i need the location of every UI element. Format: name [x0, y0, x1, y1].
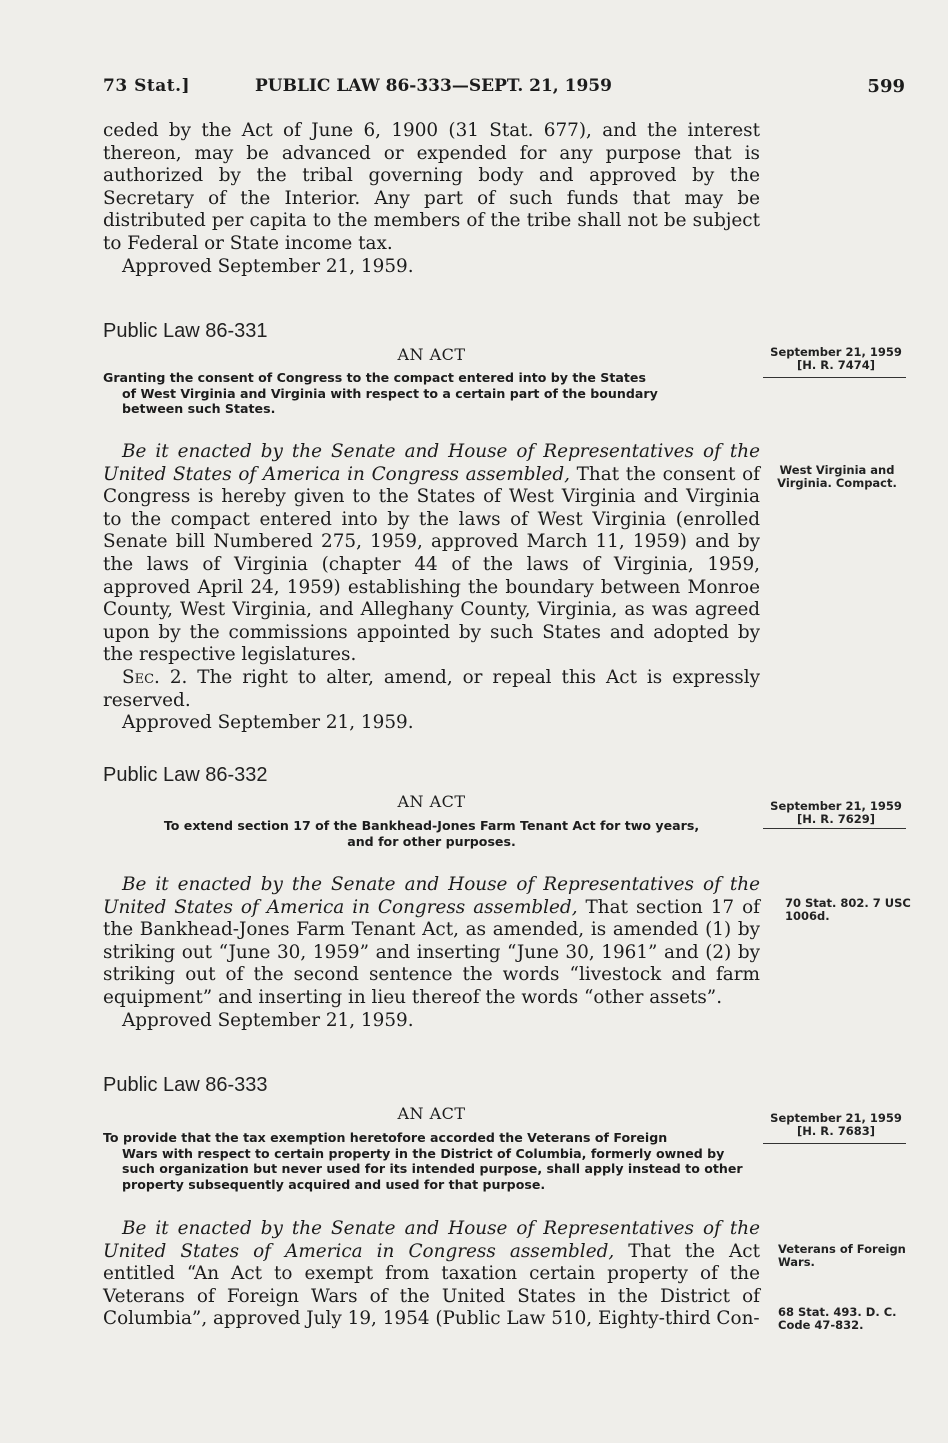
enacting-clause: [103, 874, 760, 1010]
section-label: Sec. 2.: [122, 666, 188, 688]
section-2: [103, 667, 760, 712]
purpose-line: To extend section 17 of the Bankhead-Jones Farm Tenant Act for two years,: [163, 818, 700, 833]
law-title: Public Law 86-332: [103, 764, 268, 786]
page-number: 599: [867, 76, 905, 97]
margin-rule: [763, 828, 906, 829]
act-purpose: [103, 370, 760, 417]
margin-date: [766, 800, 906, 826]
enacting-clause: [103, 1218, 760, 1331]
margin-note: Veterans of Foreign Wars.: [778, 1242, 906, 1269]
purpose-line: Granting the consent of Congress to the compact entered into by the States: [103, 370, 646, 385]
purpose-line: Wars with respect to certain property in the District of Columbia, formerly owned by such organization but never used for its intended purpose, shall apply instead to other property subsequently acquired and used for that purpose.: [122, 1145, 743, 1192]
enacting-clause: [103, 441, 760, 667]
an-act-heading: AN ACT: [397, 345, 466, 364]
margin-date-text: September 21, 1959: [770, 799, 902, 813]
margin-note: West Virginia and Virginia. Compact.: [777, 463, 897, 490]
enacting-formula: Be it enacted by the Senate and House of Representatives of the United States of America in Congress assembled,: [103, 1218, 760, 1262]
approval-line: Approved September 21, 1959.: [122, 712, 414, 734]
margin-bill-number: [H. R. 7629]: [797, 812, 875, 826]
purpose-line: between such States.: [122, 401, 276, 416]
volume-reference: 73 Stat.]: [103, 76, 191, 96]
law-title: Public Law 86-331: [103, 320, 268, 342]
section-text: The right to alter, amend, or repeal this Act is expressly reserved.: [103, 666, 760, 711]
enacting-text: That the Act entitled “An Act to exempt from taxation certain property of the Veterans of Foreign Wars of the United States in the District of Columbia”, approved July 19, 1954 (Public Law 510, Eighty-third Con-: [103, 1240, 760, 1330]
margin-rule: [763, 377, 906, 378]
law-body: [103, 1218, 760, 1331]
enacting-formula: Be it enacted by the Senate and House of Representatives of the United States of America in Congress assembled,: [103, 874, 760, 918]
purpose-line: To provide that the tax exemption heretofore accorded the Veterans of Foreign: [103, 1130, 668, 1145]
approval-line: Approved September 21, 1959.: [122, 1009, 414, 1031]
margin-date-text: September 21, 1959: [770, 1111, 902, 1125]
margin-date-text: September 21, 1959: [770, 345, 902, 359]
enacting-formula: Be it enacted by the Senate and House of Representatives of the United States of America in Congress assembled,: [103, 441, 760, 485]
enacting-text: That section 17 of the Bankhead-Jones Farm Tenant Act, as amended, is amended (1) by striking out “June 30, 1959” and inserting “June 30, 1961” and (2) by striking out of the second sentence the words “livestock and farm equipment” and inserting in lieu thereof the words “other assets”.: [103, 896, 760, 1008]
approval-line: Approved September 21, 1959.: [122, 255, 414, 277]
law-body: [103, 874, 760, 1032]
act-purpose: [103, 818, 760, 849]
law-body: [103, 441, 760, 735]
margin-date: [766, 1112, 906, 1138]
purpose-line: of West Virginia and Virginia with respect to a certain part of the boundary: [122, 385, 658, 401]
margin-bill-number: [H. R. 7474]: [797, 358, 875, 372]
margin-note: 70 Stat. 802. 7 USC 1006d.: [785, 896, 911, 923]
margin-note: 68 Stat. 493. D. C. Code 47-832.: [778, 1305, 897, 1332]
continuation-paragraph: ceded by the Act of June 6, 1900 (31 Stat. 677), and the interest thereon, may be advanced or expended for any purpose that is authorized by the tribal governing body and approved by the Secretary of the Interior. Any part of such funds that may be distributed per capita to the members of the tribe shall not be subject to Federal or State income tax.: [103, 120, 760, 254]
act-purpose: [103, 1130, 760, 1192]
law-title: Public Law 86-333: [103, 1074, 268, 1096]
an-act-heading: AN ACT: [397, 792, 466, 811]
running-header: [103, 76, 905, 102]
running-title: PUBLIC LAW 86-333—SEPT. 21, 1959: [255, 76, 612, 96]
enacting-text: That the consent of Congress is hereby given to the States of West Virginia and Virginia to the compact entered into by the laws of West Virginia (enrolled Senate bill Numbered 275, 1959, approved March 11, 1959) and by the laws of Virginia (chapter 44 of the laws of Virginia, 1959, approved April 24, 1959) establishing the boundary between Monroe County, West Virginia, and Alleghany County, Virginia, as was agreed upon by the commissions appointed by such States and adopted by the respective legislatures.: [103, 463, 760, 666]
an-act-heading: AN ACT: [397, 1104, 466, 1123]
purpose-line: and for other purposes.: [347, 833, 516, 849]
margin-date: [766, 346, 906, 372]
margin-rule: [763, 1143, 906, 1144]
margin-bill-number: [H. R. 7683]: [797, 1124, 875, 1138]
continuation-text: [103, 120, 760, 278]
